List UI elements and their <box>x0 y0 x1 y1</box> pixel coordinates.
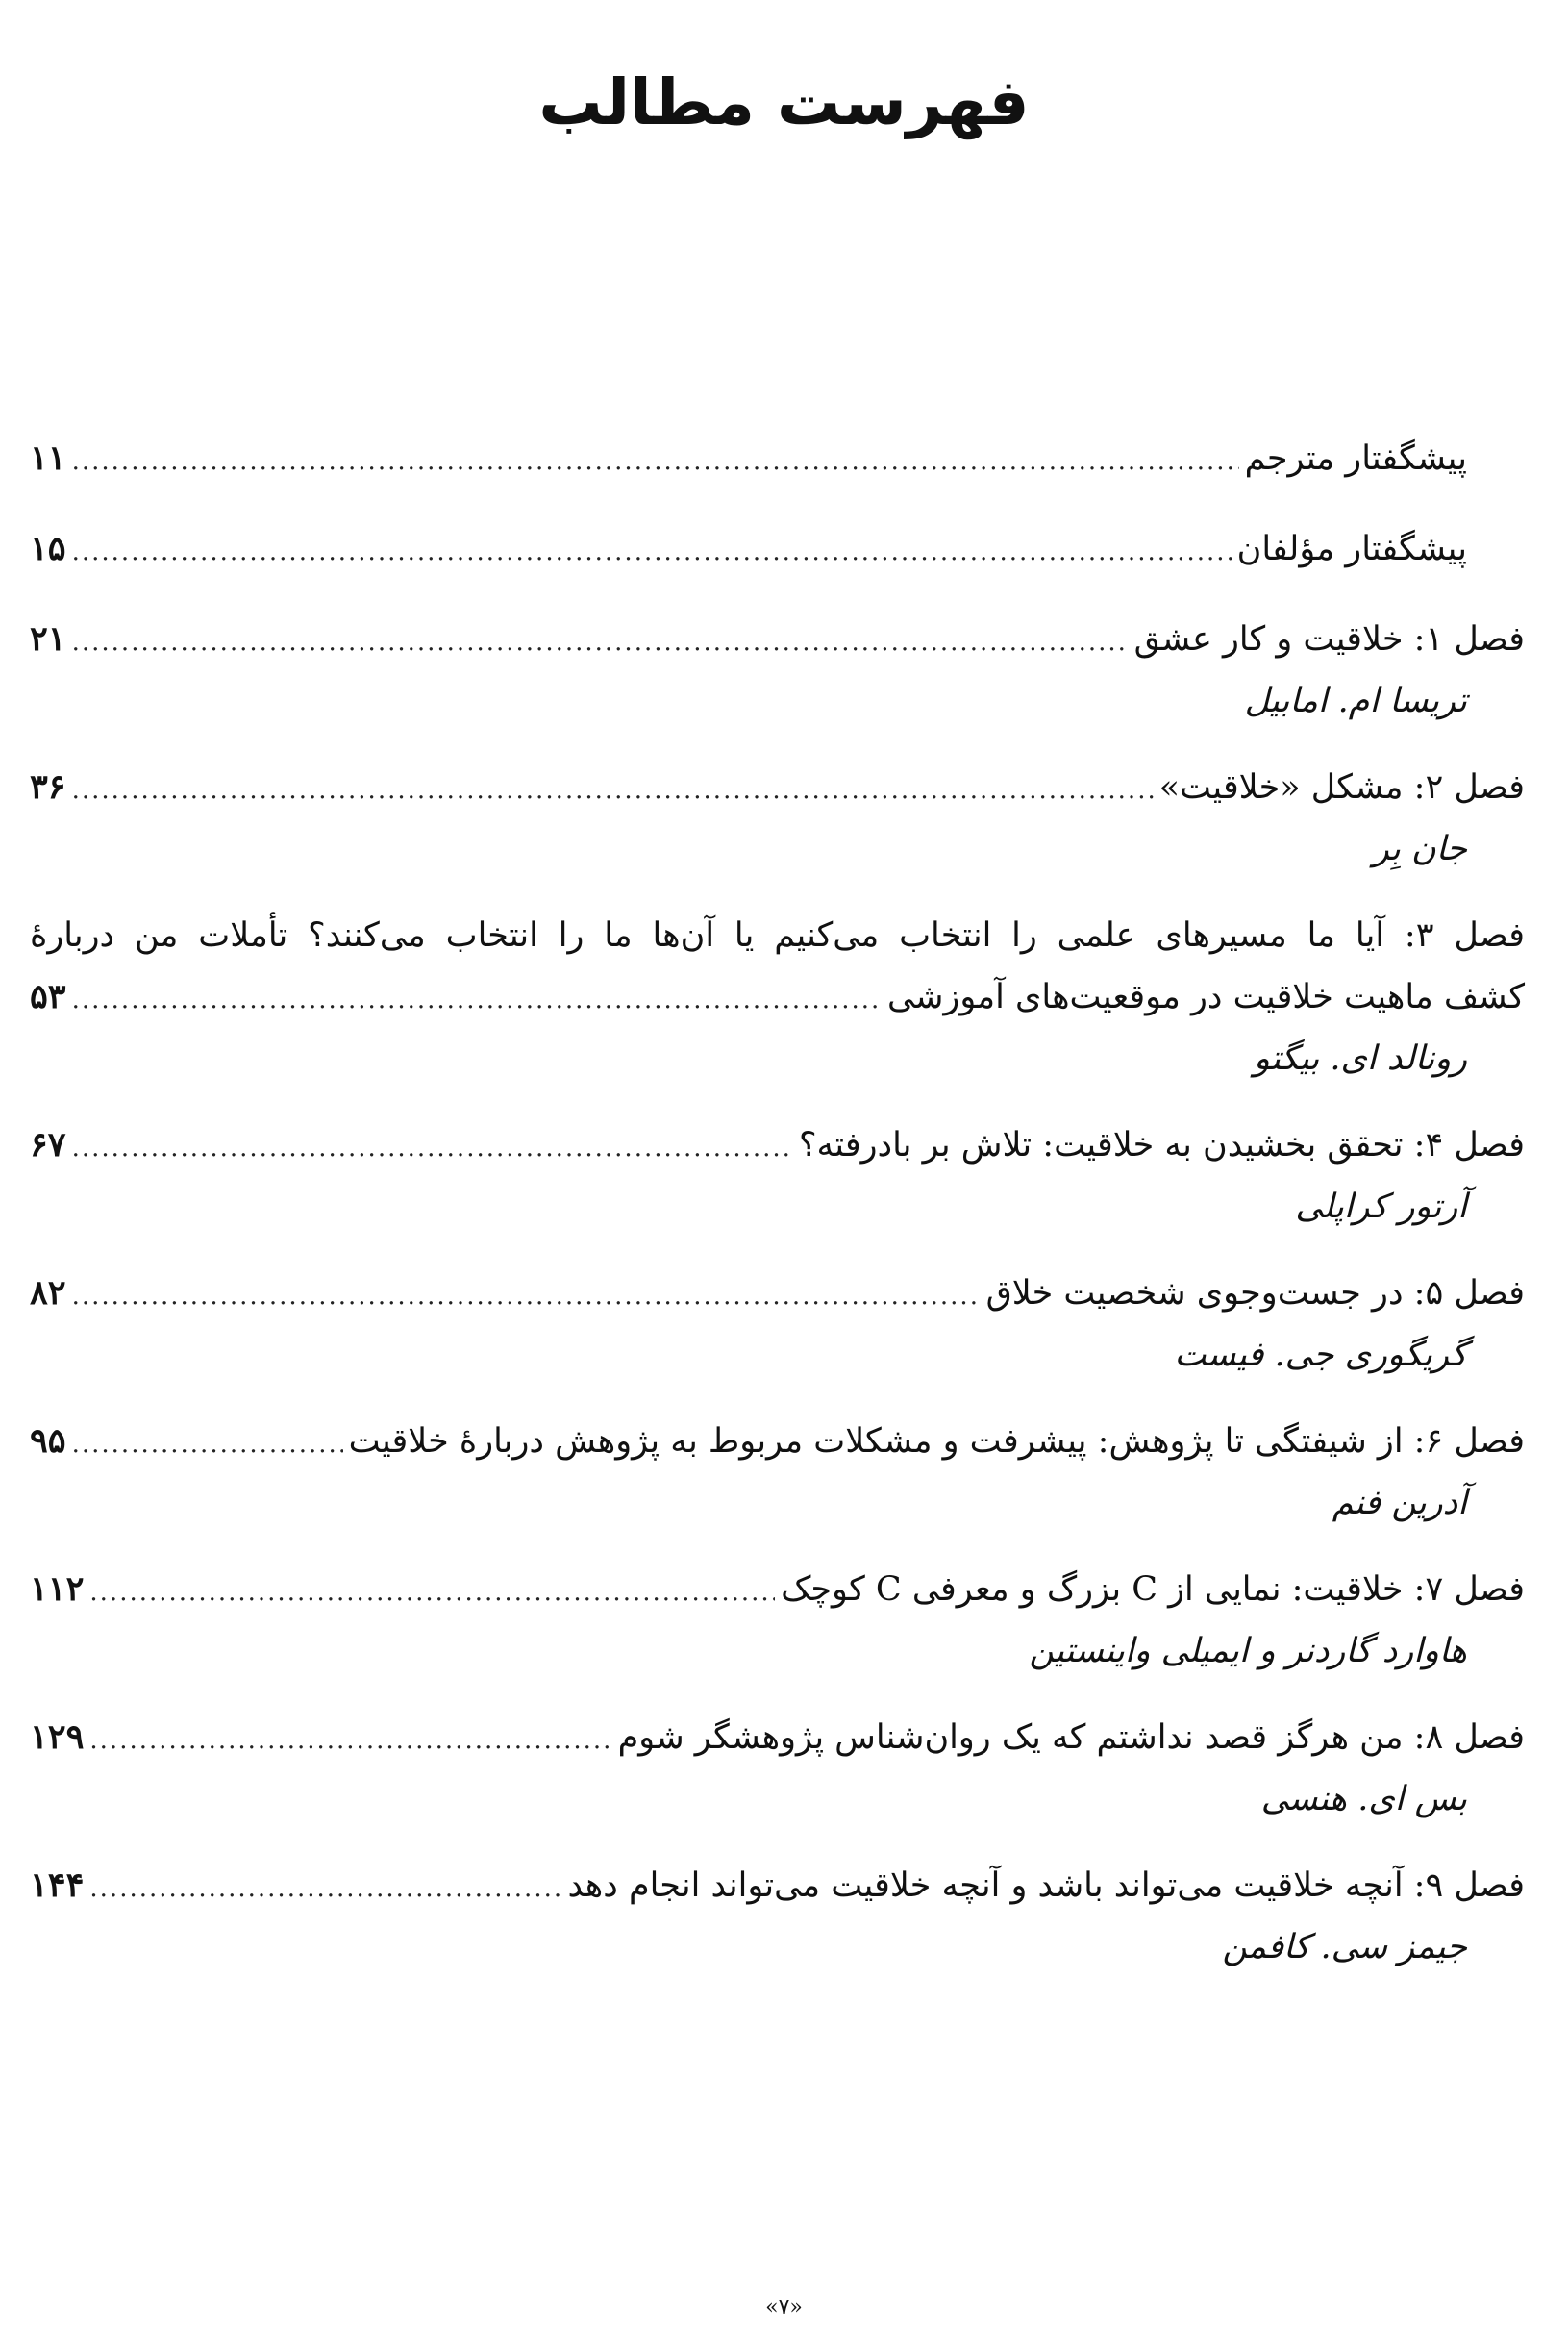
toc-entry-chapter-5 <box>30 1263 1525 1386</box>
toc-entry-title: فصل ۶: از شیفتگی تا پژوهش: پیشرفت و مشکلات مربوط به پژوهش دربارۀ خلاقیت <box>348 1422 1525 1461</box>
toc-entry-chapter-8 <box>30 1707 1525 1830</box>
toc-entry-chapter-4 <box>30 1114 1525 1238</box>
dot-leader <box>72 1265 981 1327</box>
toc-entry-author: رونالد ای. بیگتو <box>1253 1039 1467 1078</box>
toc-entry-author: جیمز سی. کافمن <box>1222 1928 1467 1966</box>
toc-entry-title: کشف ماهیت خلاقیت در موقعیت‌های آموزشی <box>886 978 1525 1016</box>
toc-entry-title: فصل ۴: تحقق بخشیدن به خلاقیت: تلاش بر بادرفته؟ <box>798 1126 1525 1164</box>
toc-page-number: ۱۵ <box>30 529 66 568</box>
dot-leader <box>72 521 1232 583</box>
toc-line <box>30 1855 1525 1916</box>
toc-entry-author: آرتور کراپلی <box>1295 1188 1467 1226</box>
toc-page-number: ۵۳ <box>30 977 66 1016</box>
dot-leader <box>89 1562 775 1623</box>
toc-line <box>30 609 1525 670</box>
toc-entry-author: جان بِر <box>1372 830 1467 868</box>
toc-line <box>30 428 1525 489</box>
toc-page-number: ۶۷ <box>30 1125 66 1164</box>
dot-leader <box>72 1117 793 1179</box>
toc-entry-chapter-6 <box>30 1411 1525 1534</box>
toc-entry-chapter-3 <box>30 905 1525 1089</box>
toc-page-number: ۸۲ <box>30 1273 66 1313</box>
toc-entry-author: گریگوری جی. فیست <box>1174 1336 1467 1374</box>
toc-entry-title: فصل ۷: خلاقیت: نمایی از C بزرگ و معرفی C کوچک <box>781 1570 1525 1609</box>
toc-page-number: ۲۱ <box>30 619 66 659</box>
dot-leader <box>72 612 1129 673</box>
toc-line <box>30 1559 1525 1620</box>
toc-entry-translator-preface <box>30 428 1525 489</box>
toc-entry-chapter-1 <box>30 609 1525 732</box>
page-number-footer: «۷» <box>765 2295 803 2319</box>
toc-page-number: ۱۲۹ <box>30 1717 85 1757</box>
dot-leader <box>72 431 1239 492</box>
toc-entry-author: هاوارد گاردنر و ایمیلی واینستین <box>1029 1632 1467 1670</box>
toc-line <box>30 1114 1525 1176</box>
toc-entry-chapter-2 <box>30 757 1525 880</box>
dot-leader <box>72 760 1154 821</box>
toc-page-number: ۹۵ <box>30 1421 66 1461</box>
toc-page-number: ۱۱ <box>30 438 66 478</box>
toc-entry-title: فصل ۹: آنچه خلاقیت می‌تواند باشد و آنچه خلاقیت می‌تواند انجام دهد <box>567 1866 1525 1905</box>
dot-leader <box>89 1858 561 1919</box>
page-title: فهرست مطالب <box>538 65 1030 139</box>
toc-entry-title: فصل ۵: در جست‌وجوی شخصیت خلاق <box>985 1274 1525 1313</box>
toc-entry-chapter-9 <box>30 1855 1525 1978</box>
toc-line <box>30 1263 1525 1324</box>
toc-line <box>30 757 1525 818</box>
toc-entry-authors-preface <box>30 518 1525 580</box>
dot-leader <box>72 969 882 1031</box>
toc-line <box>30 966 1525 1028</box>
toc-line <box>30 1707 1525 1768</box>
table-of-contents <box>30 428 1525 2003</box>
toc-line <box>30 518 1525 580</box>
toc-page-number: ۳۶ <box>30 767 66 807</box>
toc-entry-title: فصل ۸: من هرگز قصد نداشتم که یک روان‌شناس پژوهشگر شوم <box>617 1718 1525 1757</box>
dot-leader <box>89 1710 611 1771</box>
toc-entry-author: آدرین فنم <box>1332 1484 1467 1522</box>
toc-entry-title-line1: فصل ۳: آیا ما مسیرهای علمی را انتخاب می‌کنیم یا آن‌ها ما را انتخاب می‌کنند؟ تأملات من دربارۀ <box>30 916 1525 955</box>
toc-entry-chapter-7 <box>30 1559 1525 1682</box>
toc-page-number: ۱۴۴ <box>30 1866 85 1905</box>
toc-entry-title: پیشگفتار مؤلفان <box>1236 530 1467 568</box>
toc-page-number: ۱۱۲ <box>30 1569 85 1609</box>
toc-line <box>30 1411 1525 1472</box>
toc-entry-title: فصل ۲: مشکل «خلاقیت» <box>1158 768 1525 807</box>
toc-entry-author: تریسا ام. امابیل <box>1244 682 1467 720</box>
dot-leader <box>72 1414 343 1475</box>
toc-entry-title: فصل ۱: خلاقیت و کار عشق <box>1133 620 1525 659</box>
toc-entry-author: بس ای. هنسی <box>1260 1780 1467 1818</box>
toc-entry-title: پیشگفتار مترجم <box>1244 439 1467 478</box>
